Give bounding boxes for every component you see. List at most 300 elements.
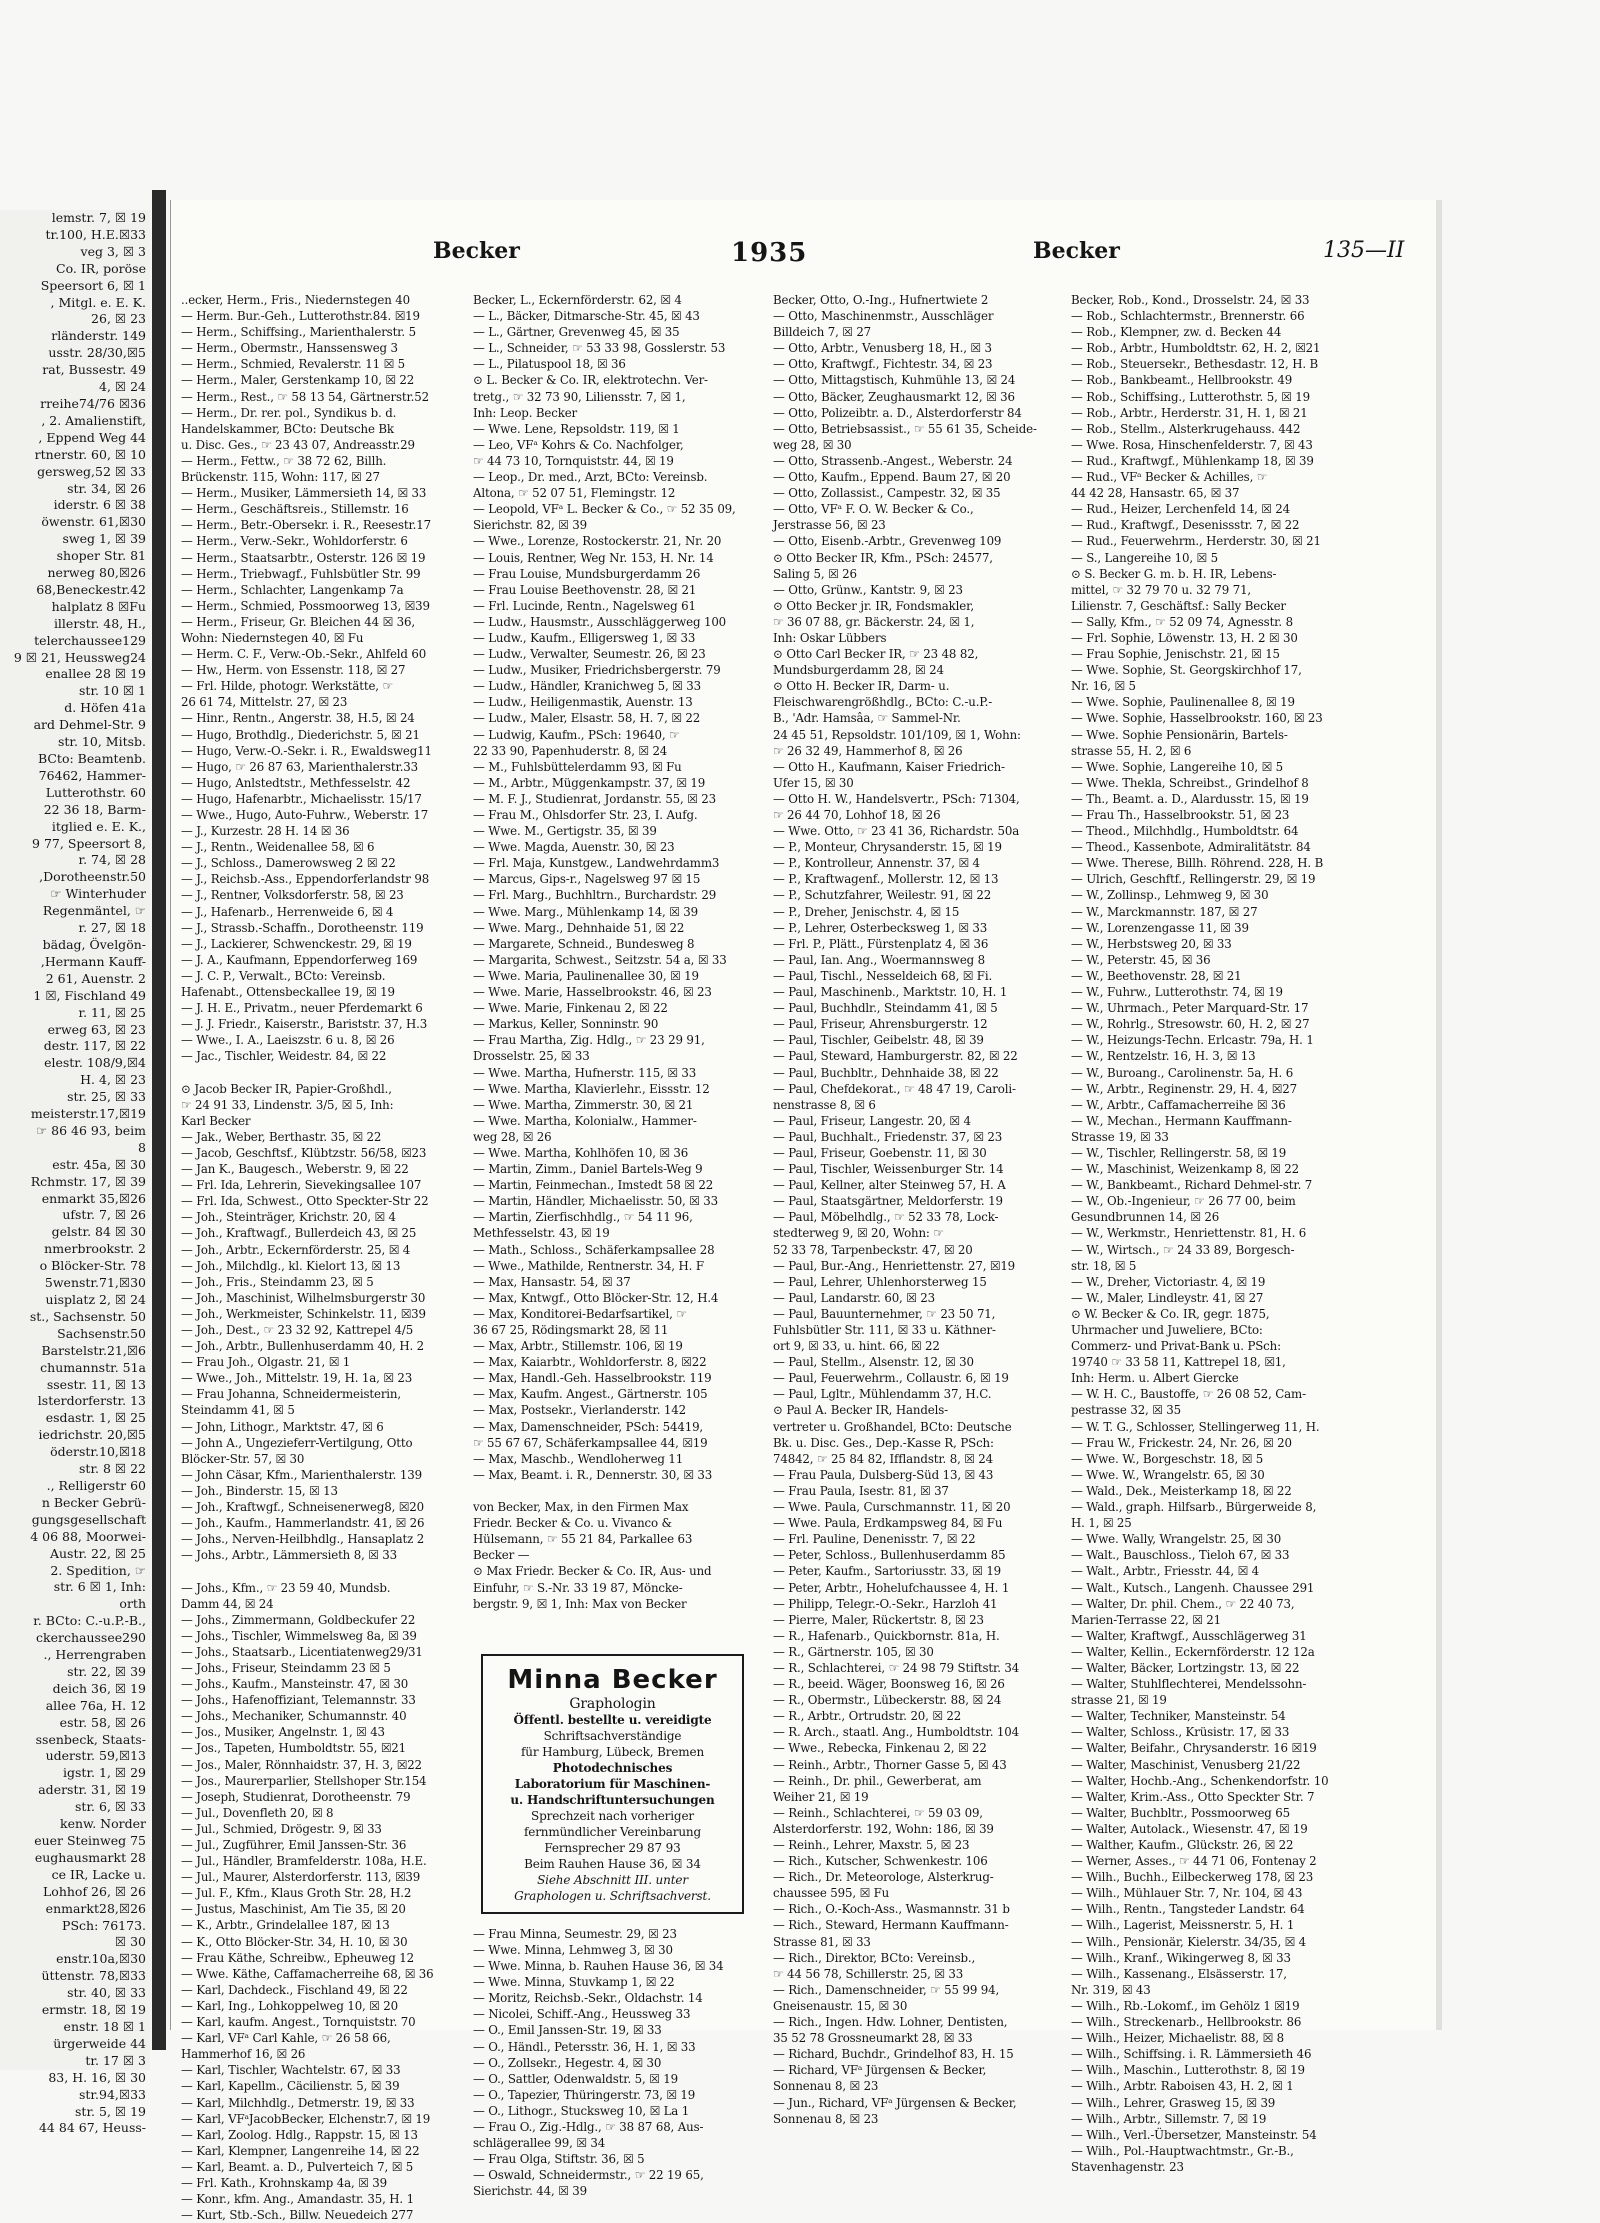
sliver-line: 83, H. 16, ☒ 30 <box>48 2069 146 2085</box>
directory-entry: ☞ 24 91 33, Lindenstr. 3/5, ☒ 5, Inh: <box>181 1097 394 1112</box>
directory-entry: — Reinh., Dr. phil., Gewerberat, am <box>773 1773 982 1788</box>
directory-entry: — Karl, kaufm. Angest., Tornquiststr. 70 <box>181 2015 416 2030</box>
sliver-line: Austr. 22, ☒ 25 <box>49 1545 146 1561</box>
directory-entry: — Rob., Arbtr., Humboldtstr. 62, H. 2, ☒21 <box>1071 341 1321 356</box>
column-2 <box>473 292 758 2199</box>
directory-entry: — W., Peterstr. 45, ☒ 36 <box>1071 952 1211 967</box>
ad-name: Minna Becker <box>507 1664 718 1695</box>
sliver-line: 26, ☒ 23 <box>91 311 146 327</box>
directory-entry: — Herm., Staatsarbtr., Osterstr. 126 ☒ 19 <box>181 550 426 565</box>
directory-entry: — Frau M., Ohlsdorfer Str. 23, I. Aufg. <box>473 808 698 822</box>
directory-entry: — Herm., Fettw., ☞ 38 72 62, Billh. <box>181 453 387 468</box>
directory-entry: — Herm., Maler, Gerstenkamp 10, ☒ 22 <box>181 373 415 388</box>
directory-entry: — Frau O., Zig.-Hdlg., ☞ 38 87 68, Aus- <box>473 2120 704 2134</box>
directory-entry: — W., Werkmstr., Henriettenstr. 81, H. 6 <box>1071 1226 1307 1241</box>
directory-entry: ☞ 26 44 70, Lohhof 18, ☒ 26 <box>773 808 941 822</box>
directory-entry: — L., Gärtner, Grevenweg 45, ☒ 35 <box>473 325 680 340</box>
directory-entry: — Jul. F., Kfm., Klaus Groth Str. 28, H.2 <box>181 1886 412 1901</box>
directory-entry: u. Disc. Ges., ☞ 23 43 07, Andreasstr.29 <box>181 437 415 452</box>
directory-entry: — Rich., Ingen. Hdw. Lohner, Dentisten, <box>773 2015 1008 2030</box>
sliver-line: iderstr. 6 ☒ 38 <box>53 497 146 513</box>
directory-entry: — Herm., Triebwagf., Fuhlsbütler Str. 99 <box>181 566 421 581</box>
directory-entry: — Wwe. Magda, Auenstr. 30, ☒ 23 <box>473 840 675 855</box>
directory-entry: — Jos., Maler, Rönnhaidstr. 37, H. 3, ☒22 <box>181 1757 422 1772</box>
ad-line: fernmündlicher Vereinbarung <box>523 1824 702 1839</box>
sliver-line: enallee 28 ☒ 19 <box>45 666 146 682</box>
sliver-line: ssenbeck, Staats- <box>35 1731 146 1747</box>
directory-entry: Weiher 21, ☒ 19 <box>773 1789 869 1804</box>
directory-entry: ☞ 36 07 88, gr. Bäckerstr. 24, ☒ 1, <box>773 614 975 629</box>
directory-entry: — Herm., Verw.-Sekr., Wohldorferstr. 6 <box>181 534 408 549</box>
directory-entry: — J., Hafenarb., Herrenweide 6, ☒ 4 <box>181 904 394 919</box>
page-edge <box>1436 200 1442 2030</box>
directory-entry: Damm 44, ☒ 24 <box>181 1596 274 1611</box>
directory-entry: — Walther, Kaufm., Glückstr. 26, ☒ 22 <box>1071 1838 1294 1852</box>
directory-entry: — Wwe. Sophie Pensionärin, Bartels- <box>1071 727 1288 742</box>
directory-entry: — Wilh., Arbtr., Sillemstr. 7, ☒ 19 <box>1071 2111 1267 2126</box>
directory-entry: Commerz- und Privat-Bank u. PSch: <box>1071 1339 1281 1354</box>
directory-entry: — Joh., Fris., Steindamm 23, ☒ 5 <box>181 1274 374 1289</box>
directory-entry <box>473 1612 758 1628</box>
directory-entry: Friedr. Becker & Co. u. Vivanco & <box>473 1516 672 1531</box>
directory-entry: — Paul, Buchhdlr., Steindamm 41, ☒ 5 <box>773 1001 998 1016</box>
directory-entry: — Walter, Hochb.-Ang., Schenkendorfstr. 10 <box>1071 1773 1329 1788</box>
directory-entry: — R., Gärtnerstr. 105, ☒ 30 <box>773 1644 934 1659</box>
directory-entry: — Rob., Arbtr., Herderstr. 31, H. 1, ☒ 21 <box>1071 405 1308 420</box>
directory-entry: — J., Kurzestr. 28 H. 14 ☒ 36 <box>181 824 350 839</box>
directory-entry: — Justus, Maschinist, Am Tie 35, ☒ 20 <box>181 1902 406 1917</box>
directory-entry: Sierichstr. 44, ☒ 39 <box>473 2184 587 2199</box>
directory-entry: — Jan K., Baugesch., Weberstr. 9, ☒ 22 <box>181 1162 409 1177</box>
directory-entry: — W., Dreher, Victoriastr. 4, ☒ 19 <box>1071 1274 1266 1289</box>
sliver-line: r. BCto: C.-u.P.-B., <box>33 1613 146 1629</box>
directory-entry: — John A., Ungezieferr-Vertilgung, Otto <box>181 1435 413 1450</box>
sliver-line: öwenstr. 61,☒30 <box>41 514 146 530</box>
directory-entry: — Wwe. Martha, Klavierlehr., Eissstr. 12 <box>473 1081 710 1096</box>
sliver-line: o Blöcker-Str. 78 <box>39 1258 146 1274</box>
ad-line: Siehe Abschnitt III. unter <box>537 1872 688 1887</box>
directory-entry: — Wilh., Heizer, Michaelistr. 88, ☒ 8 <box>1071 2031 1284 2046</box>
directory-entry: — Frl. P., Plätt., Fürstenplatz 4, ☒ 36 <box>773 936 989 951</box>
directory-entry: — W., Arbtr., Reginenstr. 29, H. 4, ☒27 <box>1071 1081 1297 1096</box>
directory-entry: — Hugo, Hafenarbtr., Michaelisstr. 15/17 <box>181 791 422 806</box>
directory-entry: — Jos., Musiker, Angelnstr. 1, ☒ 43 <box>181 1725 385 1740</box>
directory-entry: — Herm., Betr.-Obersekr. i. R., Reesestr.17 <box>181 518 431 533</box>
directory-entry: — Max, Arbtr., Stillemstr. 106, ☒ 19 <box>473 1339 683 1354</box>
directory-entry: Nr. 319, ☒ 43 <box>1071 1982 1151 1997</box>
page-header <box>171 238 1436 272</box>
directory-entry: strasse 55, H. 2, ☒ 6 <box>1071 743 1192 758</box>
sliver-line: halplatz 8 ☒Fu <box>51 598 146 614</box>
directory-entry: — Paul, Staatsgärtner, Meldorferstr. 19 <box>773 1194 1003 1209</box>
directory-entry: — Joh., Dest., ☞ 23 32 92, Kattrepel 4/5 <box>181 1323 414 1337</box>
ad-subtitle: Graphologin <box>569 1695 656 1712</box>
directory-entry: — Wwe. Martha, Hufnerstr. 115, ☒ 33 <box>473 1065 697 1080</box>
directory-entry: — W., Marckmannstr. 187, ☒ 27 <box>1071 904 1258 919</box>
sliver-line: str. 25, ☒ 33 <box>67 1089 146 1105</box>
directory-entry: — Hugo, Brothdlg., Diederichstr. 5, ☒ 21 <box>181 727 420 742</box>
directory-entry: — Max, Hansastr. 54, ☒ 37 <box>473 1274 631 1289</box>
directory-entry: — Sally, Kfm., ☞ 52 09 74, Agnesstr. 8 <box>1071 614 1293 629</box>
directory-entry: — Walter, Maschinist, Venusberg 21/22 <box>1071 1757 1301 1772</box>
directory-entry: — Richard, VFᵃ Jürgensen & Becker, <box>773 2063 987 2078</box>
directory-entry: von Becker, Max, in den Firmen Max <box>473 1500 689 1515</box>
directory-entry: — Otto, Maschinenmstr., Ausschläger <box>773 309 994 324</box>
sliver-line: str.94,☒33 <box>78 2086 146 2102</box>
directory-page <box>170 200 1438 2223</box>
directory-entry: — Peter, Kaufm., Sartoriusstr. 33, ☒ 19 <box>773 1564 1002 1579</box>
directory-entry: — Jul., Dovenfleth 20, ☒ 8 <box>181 1805 334 1820</box>
directory-entry: — Herm., Geschäftsreis., Stillemstr. 16 <box>181 502 409 517</box>
directory-entry: — Wilh., Pensionär, Kielerstr. 34/35, ☒ 4 <box>1071 1934 1307 1949</box>
directory-entry: — Wwe. Paula, Erdkampsweg 84, ☒ Fu <box>773 1516 1003 1531</box>
directory-entry: Blöcker-Str. 57, ☒ 30 <box>181 1451 305 1466</box>
directory-entry: — Paul, Bauunternehmer, ☞ 23 50 71, <box>773 1306 996 1321</box>
directory-entry: — Math., Schloss., Schäferkampsallee 28 <box>473 1242 715 1257</box>
sliver-line: , Mitgl. e. E. K. <box>50 294 146 310</box>
directory-entry: ☞ 44 56 78, Schillerstr. 25, ☒ 33 <box>773 1966 964 1981</box>
directory-entry: — J., Strassb.-Schaffn., Dorotheenstr. 119 <box>181 920 424 935</box>
previous-page-sliver <box>0 210 150 2136</box>
directory-entry: — Ludw., Hausmstr., Ausschläggerweg 100 <box>473 614 727 629</box>
sliver-line: esdastr. 1, ☒ 25 <box>45 1410 146 1426</box>
directory-entry: — Hugo, ☞ 26 87 63, Marienthalerstr.33 <box>181 759 419 774</box>
sliver-line: ürgerweide 44 <box>53 2035 146 2051</box>
directory-entry: — J., Rentn., Weidenallee 58, ☒ 6 <box>181 840 375 855</box>
directory-entry: — Hugo, Anlstedtstr., Methfesselstr. 42 <box>181 775 411 790</box>
directory-entry: — W., Beethovenstr. 28, ☒ 21 <box>1071 968 1242 983</box>
directory-entry: — Wilh., Streckenarb., Hellbrookstr. 86 <box>1071 2015 1302 2030</box>
directory-entry: — Otto, Betriebsassist., ☞ 55 61 35, Scheide- <box>773 421 1037 436</box>
sliver-line: telerchaussee129 <box>34 632 146 648</box>
sliver-line: ckerchaussee290 <box>36 1630 146 1646</box>
sliver-line: ., Relligerstr 60 <box>46 1477 146 1493</box>
directory-entry: — Wwe. Lene, Repsoldstr. 119, ☒ 1 <box>473 421 680 436</box>
directory-entry: chaussee 595, ☒ Fu <box>773 1886 890 1901</box>
directory-entry: — W., Uhrmach., Peter Marquard-Str. 17 <box>1071 1001 1309 1016</box>
directory-entry: H. 1, ☒ 25 <box>1071 1516 1132 1531</box>
directory-entry: — Frl. Lucinde, Rentn., Nagelsweg 61 <box>473 598 696 613</box>
directory-entry: Strasse 81, ☒ 33 <box>773 1934 871 1949</box>
sliver-line: uisplatz 2, ☒ 24 <box>45 1292 146 1307</box>
sliver-line: euer Steinweg 75 <box>34 1833 146 1848</box>
sliver-line: enmarkt 35,☒26 <box>41 1190 146 1206</box>
directory-entry: — O., Händl., Petersstr. 36, H. 1, ☒ 33 <box>473 2039 696 2054</box>
directory-entry: — Wilh., Arbtr. Raboisen 43, H. 2, ☒ 1 <box>1071 2079 1294 2094</box>
directory-entry: — Frau Th., Hasselbrookstr. 51, ☒ 23 <box>1071 808 1290 822</box>
directory-entry: — Wwe. Minna, b. Rauhen Hause 36, ☒ 34 <box>473 1959 724 1974</box>
directory-entry: — Wwe. Sophie, Langereihe 10, ☒ 5 <box>1071 759 1283 774</box>
directory-entry: — Karl, Dachdeck., Fischland 49, ☒ 22 <box>181 1982 408 1997</box>
directory-entry: — Johs., Tischler, Wimmelsweg 8a, ☒ 39 <box>181 1628 417 1643</box>
directory-entry: — Herm. Bur.-Geh., Lutterothstr.84. ☒19 <box>181 309 420 324</box>
sliver-line: , 2. Amalienstift, <box>41 412 146 428</box>
directory-entry: — Rich., Dr. Meteorologe, Alsterkrug- <box>773 1870 994 1885</box>
sliver-line: tr. 17 ☒ 3 <box>85 2052 146 2068</box>
directory-entry: Uhrmacher und Juweliere, BCto: <box>1071 1323 1263 1337</box>
directory-entry: — Johs., Mechaniker, Schumannstr. 40 <box>181 1709 407 1724</box>
directory-entry: — Wilh., Kassenang., Elsässerstr. 17, <box>1071 1966 1287 1981</box>
directory-entry: — Paul, Tischler, Geibelstr. 48, ☒ 39 <box>773 1033 984 1048</box>
directory-entry: — Oswald, Schneidermstr., ☞ 22 19 65, <box>473 2168 704 2183</box>
directory-entry: — Wwe. Sophie, St. Georgskirchhof 17, <box>1071 663 1302 678</box>
directory-entry: — Otto H. W., Handelsvertr., PSch: 71304, <box>773 791 1020 806</box>
directory-entry: — Joh., Steinträger, Krichstr. 20, ☒ 4 <box>181 1210 396 1225</box>
directory-entry: — O., Sattler, Odenwaldstr. 5, ☒ 19 <box>473 2071 678 2086</box>
directory-entry: — Kurt, Stb.-Sch., Billw. Neuedeich 277 <box>181 2208 414 2223</box>
sliver-line: Rchmstr. 17, ☒ 39 <box>30 1173 146 1189</box>
sliver-line: 5wenstr.71,☒30 <box>44 1275 146 1291</box>
directory-entry: — Konr., kfm. Ang., Amandastr. 35, H. 1 <box>181 2192 414 2207</box>
directory-entry: ⊙ Paul A. Becker IR, Handels- <box>773 1403 948 1418</box>
sliver-line: Lohhof 26, ☒ 26 <box>43 1883 146 1899</box>
directory-entry: — Wwe. Käthe, Caffamacherreihe 68, ☒ 36 <box>181 1966 434 1981</box>
directory-entry: — Rich., O.-Koch-Ass., Wasmannstr. 31 b <box>773 1902 1010 1917</box>
directory-entry: — Frl. Maja, Kunstgew., Landwehrdamm3 <box>473 856 720 871</box>
sliver-line: orth <box>119 1596 146 1612</box>
directory-entry: — Max, Maschb., Wendloherweg 11 <box>473 1451 684 1466</box>
directory-entry: — Wilh., Lagerist, Meissnerstr. 5, H. 1 <box>1071 1918 1295 1933</box>
sliver-line: Lutterothstr. 60 <box>45 784 146 800</box>
directory-entry: — W., Fuhrw., Lutterothstr. 74, ☒ 19 <box>1071 985 1283 1000</box>
sliver-line: 22 36 18, Barm- <box>43 801 146 817</box>
sliver-line: 4, ☒ 24 <box>99 379 146 395</box>
directory-entry: — K., Arbtr., Grindelallee 187, ☒ 13 <box>181 1918 390 1933</box>
directory-entry: — Wwe. Minna, Stuvkamp 1, ☒ 22 <box>473 1975 675 1990</box>
directory-entry: 22 33 90, Papenhuderstr. 8, ☒ 24 <box>473 743 668 758</box>
directory-entry: stedterweg 9, ☒ 20, Wohn: ☞ <box>773 1226 944 1241</box>
directory-entry: — Theod., Kassenbote, Admiralitätstr. 84 <box>1071 840 1311 855</box>
directory-entry: — Peter, Schloss., Bullenhuserdamm 85 <box>773 1548 1006 1563</box>
directory-entry: — Wwe. Minna, Lehmweg 3, ☒ 30 <box>473 1942 673 1957</box>
directory-entry: — Johs., Hafenoffiziant, Telemannstr. 33 <box>181 1693 416 1708</box>
sliver-line: ☞ 86 46 93, beim <box>35 1122 146 1138</box>
directory-entry: — Wwe. Therese, Billh. Röhrend. 228, H. B <box>1071 856 1324 871</box>
sliver-line: illerstr. 48, H., <box>53 615 146 631</box>
directory-entry: — Karl, VFᵃJacobBecker, Elchenstr.7, ☒ 19 <box>181 2111 431 2126</box>
directory-entry: — Moritz, Reichsb.-Sekr., Oldachstr. 14 <box>473 1991 703 2006</box>
sliver-line: 9 ☒ 21, Heussweg24 <box>13 649 146 665</box>
sliver-line: BCto: Beamtenb. <box>37 751 146 766</box>
directory-entry: — Rob., Stellm., Alsterkrugehauss. 442 <box>1071 421 1301 436</box>
directory-entry: — Max, Kntwgf., Otto Blöcker-Str. 12, H.4 <box>473 1290 719 1305</box>
column-4 <box>1071 292 1356 2174</box>
directory-entry: — Markus, Keller, Sonninstr. 90 <box>473 1017 659 1032</box>
directory-entry: — Ludw., Verwalter, Seumestr. 26, ☒ 23 <box>473 647 706 662</box>
sliver-line: 76462, Hammer- <box>38 767 146 783</box>
directory-entry: Inh: Leop. Becker <box>473 405 578 420</box>
directory-entry: — Wwe. Marg., Dehnhaide 51, ☒ 22 <box>473 920 685 935</box>
sliver-line: str. 6 ☒ 1, Inh: <box>53 1579 146 1595</box>
sliver-line: enmarkt28,☒26 <box>45 1900 146 1916</box>
directory-entry: — Paul, Friseur, Ahrensburgerstr. 12 <box>773 1017 988 1032</box>
directory-entry: — Paul, Ian. Ang., Woermannsweg 8 <box>773 952 986 967</box>
directory-entry: — Frau Joh., Olgastr. 21, ☒ 1 <box>181 1355 351 1370</box>
directory-entry: — Paul, Tischler, Weissenburger Str. 14 <box>773 1162 1004 1177</box>
directory-entry: — Jul., Zugführer, Emil Janssen-Str. 36 <box>181 1838 407 1852</box>
directory-entry: Alsterdorferstr. 192, Wohn: 186, ☒ 39 <box>773 1821 994 1836</box>
directory-entry: — P., Dreher, Jenischstr. 4, ☒ 15 <box>773 904 960 919</box>
directory-entry: — W., Maschinist, Weizenkamp 8, ☒ 22 <box>1071 1162 1299 1177</box>
sliver-line: ufstr. 7, ☒ 26 <box>62 1207 146 1223</box>
sliver-line: 4 06 88, Moorwei- <box>30 1528 146 1544</box>
directory-entry: — Leop., Dr. med., Arzt, BCto: Vereinsb. <box>473 470 708 485</box>
ad-line: Fernsprecher 29 87 93 <box>544 1840 681 1855</box>
directory-entry: — Rob., Steuersekr., Bethesdastr. 12, H. B <box>1071 357 1319 372</box>
column-3 <box>773 292 1056 2126</box>
directory-entry: Fuhlsbütler Str. 111, ☒ 33 u. Käthner- <box>773 1323 996 1337</box>
sliver-line: ,Dorotheenstr.50 <box>39 869 146 885</box>
directory-entry: Becker, L., Eckernförderstr. 62, ☒ 4 <box>473 293 682 307</box>
sliver-line: n Becker Gebrü- <box>41 1494 146 1510</box>
sliver-line: uderstr. 59,☒13 <box>45 1748 146 1764</box>
directory-entry: Steindamm 41, ☒ 5 <box>181 1403 295 1418</box>
sliver-line: str. 10 ☒ 1 <box>79 683 146 699</box>
directory-entry: weg 28, ☒ 26 <box>473 1129 552 1144</box>
directory-entry: Wohn: Niedernstegen 40, ☒ Fu <box>181 630 364 645</box>
directory-entry: — Karl, Ing., Lohkoppelweg 10, ☒ 20 <box>181 1998 398 2013</box>
sliver-line: rreihe74/76 ☒36 <box>40 395 146 411</box>
ad-line: Schriftsachverständige <box>543 1728 682 1743</box>
directory-entry: — W., Rohrlg., Stresowstr. 60, H. 2, ☒ 27 <box>1071 1017 1310 1032</box>
directory-entry: — Reinh., Schlachterei, ☞ 59 03 09, <box>773 1805 983 1820</box>
directory-entry: 44 42 28, Hansastr. 65, ☒ 37 <box>1071 486 1240 501</box>
directory-entry: — K., Otto Blöcker-Str. 34, H. 10, ☒ 30 <box>181 1934 408 1949</box>
directory-entry: — Jos., Maurerparlier, Stellshoper Str.154 <box>181 1773 427 1788</box>
sliver-line: üttenstr. 78,☒33 <box>41 1968 146 1984</box>
directory-entry: — Peter, Arbtr., Hohelufchaussee 4, H. 1 <box>773 1580 1010 1595</box>
directory-entry: — Walter, Autolack., Wiesenstr. 47, ☒ 19 <box>1071 1821 1308 1836</box>
sliver-line: PSch: 76173. <box>62 1917 146 1933</box>
directory-entry: — Johs., Staatsarb., Licentiatenweg29/31 <box>181 1644 423 1659</box>
directory-entry: 19740 ☞ 33 58 11, Kattrepel 18, ☒1, <box>1071 1355 1286 1370</box>
directory-entry: Strasse 19, ☒ 33 <box>1071 1129 1169 1144</box>
directory-entry: — Paul, Friseur, Langestr. 20, ☒ 4 <box>773 1113 971 1128</box>
directory-entry: — Wwe. Sophie, Paulinenallee 8, ☒ 19 <box>1071 695 1295 710</box>
sliver-line: Regenmäntel, ☞ <box>42 903 146 919</box>
directory-entry: — W., Tischler, Rellingerstr. 58, ☒ 19 <box>1071 1145 1287 1160</box>
directory-entry: — W., Heizungs-Techn. Erlcastr. 79a, H. 1 <box>1071 1033 1314 1048</box>
directory-entry: — Jul., Händler, Bramfelderstr. 108a, H.E. <box>181 1854 427 1869</box>
directory-entry: — J. A., Kaufmann, Eppendorferweg 169 <box>181 952 418 967</box>
directory-entry: — Wwe. M., Gertigstr. 35, ☒ 39 <box>473 824 657 839</box>
directory-entry: — Paul, Tischl., Nesseldeich 68, ☒ Fi. <box>773 968 993 983</box>
directory-entry: — Wwe. Maria, Paulinenallee 30, ☒ 19 <box>473 968 699 983</box>
directory-entry: Altona, ☞ 52 07 51, Flemingstr. 12 <box>473 486 676 501</box>
directory-entry: — Wwe. Thekla, Schreibst., Grindelhof 8 <box>1071 775 1309 790</box>
directory-entry: — Frau Sophie, Jenischstr. 21, ☒ 15 <box>1071 647 1280 662</box>
directory-entry: — Wwe., Rebecka, Finkenau 2, ☒ 22 <box>773 1741 987 1756</box>
directory-entry: — Paul, Friseur, Goebenstr. 11, ☒ 30 <box>773 1145 987 1160</box>
directory-entry: — Joseph, Studienrat, Dorotheenstr. 79 <box>181 1789 411 1804</box>
directory-entry: ☞ 44 73 10, Tornquiststr. 44, ☒ 19 <box>473 453 674 468</box>
directory-entry: — Wwe. Rosa, Hinschenfelderstr. 7, ☒ 43 <box>1071 437 1313 452</box>
header-right-surname: Becker <box>1033 238 1120 264</box>
directory-entry: — Wwe. Martha, Kolonialw., Hammer- <box>473 1113 697 1128</box>
directory-entry: — Johs., Kaufm., Mansteinstr. 47, ☒ 30 <box>181 1677 409 1692</box>
directory-entry: — Herm. C. F., Verw.-Ob.-Sekr., Ahlfeld 60 <box>181 647 427 662</box>
directory-entry: ort 9, ☒ 33, u. hint. 66, ☒ 22 <box>773 1339 940 1354</box>
directory-entry: Inh: Herm. u. Albert Giercke <box>1071 1371 1239 1386</box>
sliver-line: deich 36, ☒ 19 <box>52 1680 146 1696</box>
directory-entry: — Hugo, Verw.-O.-Sekr. i. R., Ewaldsweg11 <box>181 743 432 758</box>
directory-entry: — Ludw., Musiker, Friedrichsbergerstr. 79 <box>473 663 721 678</box>
column-1 <box>181 292 461 2223</box>
directory-entry: — W. H. C., Baustoffe, ☞ 26 08 52, Cam- <box>1071 1387 1306 1402</box>
directory-entry: — Walter, Buchbltr., Possmoorweg 65 <box>1071 1805 1290 1820</box>
page-number: 135—II <box>1323 238 1405 263</box>
directory-entry: — Walter, Bäcker, Lortzingstr. 13, ☒ 22 <box>1071 1660 1300 1675</box>
directory-entry: weg 28, ☒ 30 <box>773 437 852 452</box>
directory-entry: Becker, Rob., Kond., Drosselstr. 24, ☒ 33 <box>1071 293 1310 307</box>
directory-entry: Mundsburgerdamm 28, ☒ 24 <box>773 663 944 678</box>
directory-entry: — L., Pilatuspool 18, ☒ 36 <box>473 357 626 372</box>
directory-entry: — Wald., Dek., Meisterkamp 18, ☒ 22 <box>1071 1483 1292 1498</box>
directory-entry: — Ludw., Händler, Kranichweg 5, ☒ 33 <box>473 679 701 694</box>
directory-entry: — J., Schloss., Damerowsweg 2 ☒ 22 <box>181 856 396 871</box>
sliver-line: igstr. 1, ☒ 29 <box>63 1765 146 1781</box>
directory-entry: 26 61 74, Mittelstr. 27, ☒ 23 <box>181 695 348 710</box>
directory-entry: — R., Obermstr., Lübeckerstr. 88, ☒ 24 <box>773 1693 1002 1708</box>
sliver-line: meisterstr.17,☒19 <box>30 1106 146 1122</box>
directory-entry: — R., Hafenarb., Quickbornstr. 81a, H. <box>773 1628 1000 1643</box>
directory-entry: — Wilh., Lehrer, Grasweg 15, ☒ 39 <box>1071 2095 1276 2110</box>
directory-entry: 52 33 78, Tarpenbeckstr. 47, ☒ 20 <box>773 1242 973 1257</box>
directory-entry: — Wwe. Martha, Kohlhöfen 10, ☒ 36 <box>473 1145 689 1160</box>
directory-entry: — Paul, Maschinenb., Marktstr. 10, H. 1 <box>773 985 1008 1000</box>
directory-entry: — Rob., Schiffsing., Lutterothstr. 5, ☒ 19 <box>1071 389 1311 404</box>
directory-entry: — M., Arbtr., Müggenkampstr. 37, ☒ 19 <box>473 775 706 790</box>
sliver-line: rtnerstr. 60, ☒ 10 <box>34 446 146 462</box>
directory-entry: — W., Arbtr., Caffamacherreihe ☒ 36 <box>1071 1097 1286 1112</box>
directory-entry <box>473 1483 758 1499</box>
sliver-line: r. 74, ☒ 28 <box>78 852 146 868</box>
directory-entry: — Joh., Maschinist, Wilhelmsburgerstr 30 <box>181 1290 426 1305</box>
directory-entry: Karl Becker <box>181 1113 251 1128</box>
directory-entry: — J., Rentner, Volksdorferstr. 58, ☒ 23 <box>181 888 404 903</box>
directory-entry: — Herm., Schmied, Revalerstr. 11 ☒ 5 <box>181 357 405 372</box>
directory-entry: — Jacob, Geschftsf., Klübtzstr. 56/58, ☒23 <box>181 1145 427 1160</box>
directory-entry: — Marcus, Gips-r., Nagelsweg 97 ☒ 15 <box>473 872 701 887</box>
sliver-line: veg 3, ☒ 3 <box>80 243 146 259</box>
directory-entry: — Frau Paula, Dulsberg-Süd 13, ☒ 43 <box>773 1467 994 1482</box>
directory-entry <box>181 1065 461 1081</box>
directory-entry: Jerstrasse 56, ☒ 23 <box>773 518 886 533</box>
book-gutter <box>152 190 166 2050</box>
sliver-line: sweg 1, ☒ 39 <box>62 531 146 547</box>
header-year: 1935 <box>731 238 808 268</box>
sliver-line: ☒ 30 <box>114 1934 146 1950</box>
directory-entry: — Wwe., I. A., Laeiszstr. 6 u. 8, ☒ 26 <box>181 1033 395 1048</box>
sliver-line: Barstelstr.21,☒6 <box>41 1342 146 1358</box>
directory-entry: — Wwe. Sophie, Hasselbrookstr. 160, ☒ 23 <box>1071 711 1323 726</box>
directory-entry: — Frau W., Frickestr. 24, Nr. 26, ☒ 20 <box>1071 1435 1292 1450</box>
directory-entry: — Wilh., Verl.-Übersetzer, Mansteinstr. 54 <box>1071 2127 1317 2142</box>
directory-entry: — M., Fuhlsbüttelerdamm 93, ☒ Fu <box>473 759 682 774</box>
directory-entry: — Max, Kaiarbtr., Wohldorferstr. 8, ☒22 <box>473 1355 707 1370</box>
directory-entry: ⊙ Otto Becker jr. IR, Fondsmakler, <box>773 598 974 613</box>
directory-entry: — Paul, Kellner, alter Steinweg 57, H. A <box>773 1178 1006 1193</box>
sliver-line: 2 61, Auenstr. 2 <box>45 970 146 986</box>
directory-entry: Nr. 16, ☒ 5 <box>1071 679 1136 694</box>
sliver-line: str. 6, ☒ 33 <box>75 1799 146 1815</box>
directory-entry: — Paul, Buchbltr., Dehnhaide 38, ☒ 22 <box>773 1065 999 1080</box>
directory-entry: — Otto H., Kaufmann, Kaiser Friedrich- <box>773 759 1005 774</box>
directory-entry: — P., Monteur, Chrysanderstr. 15, ☒ 19 <box>773 840 1002 855</box>
directory-entry: — Otto, Grünw., Kantstr. 9, ☒ 23 <box>773 582 963 597</box>
directory-entry: ⊙ W. Becker & Co. IR, gegr. 1875, <box>1071 1306 1270 1321</box>
directory-entry: — J., Lackierer, Schwenckestr. 29, ☒ 19 <box>181 936 412 951</box>
